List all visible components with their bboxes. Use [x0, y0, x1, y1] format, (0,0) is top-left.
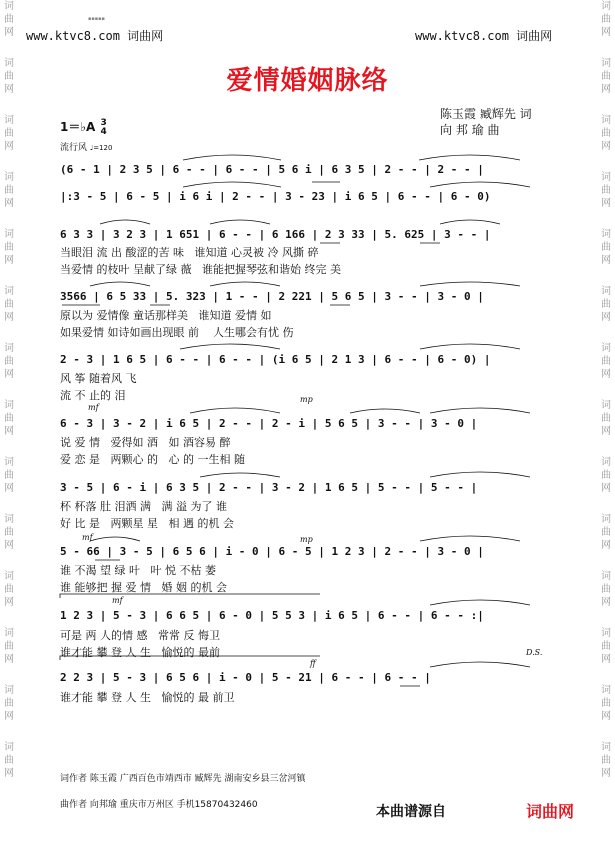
watermark-char: 网	[4, 483, 14, 494]
watermark-gap	[599, 723, 613, 741]
watermark-char: 词	[4, 685, 14, 696]
watermark-char: 曲	[601, 413, 611, 424]
lyricist-line: 陈玉霞 臧辉先 词	[440, 107, 532, 121]
footer-lyricist: 词作者 陈玉霞 广西百色市靖西市 臧辉先 湖南安乡县三岔河镇	[60, 774, 306, 784]
watermark-gap	[2, 780, 16, 798]
watermark-char: 网	[601, 597, 611, 608]
slur	[419, 155, 520, 160]
watermark-char: 网	[4, 597, 14, 608]
notation-row-5: 2 - 3 | 1 6 5 | 6 - - | 6 - - | (i 6 5 | 2 1 3 | 6 - - | 6 - 0) |	[60, 353, 491, 366]
watermark-gap	[2, 438, 16, 456]
watermark-char: 词	[601, 685, 611, 696]
notation-row-6: 6 - 3 | 3 - 2 | i 6 5 | 2 - - | 2 - i | 5 6 5 | 3 - - | 3 - 0 |	[60, 417, 478, 430]
ds-mark: D.S.	[526, 648, 543, 657]
watermark-char: 词	[4, 1, 14, 12]
slur	[430, 182, 530, 187]
lyric-row-10a: 谁才能 攀 登 人 生 愉悦的 最 前卫	[60, 691, 235, 704]
dynamic-ff: ff	[310, 659, 316, 668]
slur	[180, 344, 280, 349]
watermark-char: 网	[4, 711, 14, 722]
watermark-gap	[2, 210, 16, 228]
watermark-char: 曲	[601, 527, 611, 538]
lyric-row-4b: 如果爱情 如诗如画出现眼 前 人生哪会有忧 伤	[60, 326, 294, 339]
watermark-gap	[599, 552, 613, 570]
watermark-char: 曲	[601, 755, 611, 766]
watermark-char: 曲	[4, 584, 14, 595]
watermark-char: 曲	[601, 299, 611, 310]
watermark-gap	[2, 609, 16, 627]
slur	[210, 282, 280, 286]
watermark-char: 曲	[4, 299, 14, 310]
watermark-char: 词	[601, 229, 611, 240]
watermark-char: 词	[601, 172, 611, 183]
watermark-gap	[2, 324, 16, 342]
slur	[190, 408, 280, 413]
slur	[210, 220, 270, 224]
watermark-char: 网	[601, 198, 611, 209]
notation-row-3: 6 3 3 | 3 2 3 | 1 651 | 6 - - | 6 166 | 2 3 33 | 5. 625 | 3 - - |	[60, 228, 491, 241]
watermark-gap	[2, 666, 16, 684]
watermark-char: 网	[601, 540, 611, 551]
song-title: 爱情婚姻脉络	[226, 66, 389, 96]
lyric-row-8b: 谁 能够把 握 爱 情 婚 姻 的机 会	[60, 581, 227, 594]
watermark-char: 词	[4, 742, 14, 753]
dynamic-mf-2: mf	[82, 533, 93, 542]
slur	[430, 472, 530, 477]
watermark-gap	[599, 666, 613, 684]
watermark-char: 网	[4, 198, 14, 209]
watermark-gap	[2, 96, 16, 114]
tiny-logo: ▪▪▪▪▪	[88, 16, 105, 22]
slur	[430, 408, 530, 413]
slur	[430, 600, 530, 605]
slur	[350, 409, 420, 413]
watermark-char: 曲	[601, 356, 611, 367]
slur	[430, 662, 530, 667]
dynamic-mf: mf	[88, 403, 99, 412]
time-bottom: 4	[100, 126, 107, 137]
watermark-char: 网	[601, 483, 611, 494]
lyric-row-7b: 好 比 是 两颗星 星 相 遇 的机 会	[60, 517, 234, 530]
lyric-row-7a: 杯 杯落 肚 泪洒 满 满 溢 为了 谁	[60, 500, 227, 513]
watermark-char: 曲	[4, 356, 14, 367]
watermark-gap	[599, 210, 613, 228]
watermark-char: 网	[4, 426, 14, 437]
watermark-char: 曲	[4, 71, 14, 82]
watermark-char: 网	[4, 312, 14, 323]
watermark-char: 网	[601, 312, 611, 323]
slur	[90, 537, 140, 541]
watermark-char: 曲	[601, 641, 611, 652]
watermark-gap	[599, 381, 613, 399]
watermark-gap	[2, 552, 16, 570]
watermark-char: 词	[4, 115, 14, 126]
bracket	[60, 594, 320, 598]
watermark-gap	[599, 495, 613, 513]
watermark-char: 网	[601, 369, 611, 380]
slur	[183, 155, 281, 160]
watermark-char: 词	[601, 571, 611, 582]
slur	[200, 473, 280, 477]
watermark-left	[2, 0, 16, 850]
key: 1＝♭A	[60, 120, 96, 134]
watermark-char: 词	[4, 571, 14, 582]
watermark-gap	[2, 495, 16, 513]
site-logo[interactable]: 词曲网	[526, 802, 575, 821]
watermark-char: 网	[4, 369, 14, 380]
watermark-gap	[599, 267, 613, 285]
watermark-char: 词	[601, 742, 611, 753]
notation-row-9: 1 2 3 | 5 - 3 | 6 6 5 | 6 - 0 | 5 5 3 | i 6 5 | 6 - - | 6 - - :|	[60, 609, 484, 622]
dynamic-mp: mp	[300, 395, 313, 404]
watermark-char: 网	[601, 711, 611, 722]
lyric-row-4a: 原以为 爱情像 童话那样美 谁知道 爱情 如	[60, 309, 272, 322]
watermark-gap	[599, 609, 613, 627]
slur	[420, 536, 520, 541]
lyric-row-9b: 谁才能 攀 登 人 生 愉悦的 最前	[60, 646, 220, 659]
watermark-char: 词	[601, 514, 611, 525]
tempo: ♩=120	[89, 144, 113, 152]
watermark-char: 网	[4, 540, 14, 551]
watermark-char: 网	[4, 141, 14, 152]
watermark-char: 曲	[4, 527, 14, 538]
watermark-char: 词	[601, 115, 611, 126]
watermark-char: 词	[4, 172, 14, 183]
watermark-gap	[2, 153, 16, 171]
style-line	[60, 140, 112, 153]
watermark-char: 词	[4, 457, 14, 468]
watermark-char: 网	[4, 255, 14, 266]
watermark-char: 词	[601, 628, 611, 639]
watermark-char: 曲	[601, 185, 611, 196]
watermark-char: 曲	[4, 641, 14, 652]
lyric-row-8a: 谁 不渴 望 绿 叶 叶 悦 不枯 萎	[60, 564, 216, 577]
watermark-char: 网	[4, 654, 14, 665]
watermark-char: 网	[4, 84, 14, 95]
watermark-char: 曲	[601, 584, 611, 595]
watermark-char: 网	[601, 27, 611, 38]
watermark-char: 曲	[4, 128, 14, 139]
slur	[440, 220, 500, 224]
watermark-char: 曲	[4, 470, 14, 481]
slur	[100, 220, 150, 224]
slur	[183, 182, 281, 187]
watermark-char: 词	[4, 343, 14, 354]
watermark-gap	[2, 381, 16, 399]
notation-row-8: 5 - 66 | 3 - 5 | 6 5 6 | i - 0 | 6 - 5 | 1 2 3 | 2 - - | 3 - 0 |	[60, 545, 484, 558]
watermark-char: 曲	[4, 755, 14, 766]
site-watermark-left[interactable]: www.ktvc8.com 词曲网	[26, 29, 164, 43]
watermark-char: 曲	[4, 242, 14, 253]
watermark-gap	[599, 780, 613, 798]
site-watermark-right[interactable]: www.ktvc8.com 词曲网	[415, 29, 553, 43]
watermark-char: 网	[601, 654, 611, 665]
watermark-gap	[599, 153, 613, 171]
dynamic-mp-2: mp	[300, 535, 313, 544]
lyric-row-5b: 流 不 止的 泪	[60, 389, 126, 402]
watermark-char: 词	[4, 514, 14, 525]
watermark-gap	[2, 39, 16, 57]
watermark-char: 网	[4, 768, 14, 779]
watermark-char: 网	[4, 27, 14, 38]
watermark-char: 曲	[601, 470, 611, 481]
lyric-row-6a: 说 爱 情 爱得如 酒 如 酒容易 醉	[60, 436, 231, 449]
watermark-char: 网	[601, 426, 611, 437]
watermark-char: 曲	[601, 698, 611, 709]
watermark-char: 网	[601, 255, 611, 266]
watermark-char: 词	[4, 628, 14, 639]
lyric-row-3b: 当爱情 的枝叶 呈献了绿 薇 谁能把握琴弦和谐始 终完 美	[60, 263, 341, 276]
watermark-char: 曲	[601, 242, 611, 253]
watermark-char: 曲	[601, 71, 611, 82]
watermark-char: 词	[4, 286, 14, 297]
slur	[420, 344, 520, 349]
style: 流行风	[60, 143, 88, 153]
watermark-char: 词	[4, 229, 14, 240]
slur	[420, 282, 520, 286]
watermark-char: 词	[4, 58, 14, 69]
watermark-char: 词	[601, 58, 611, 69]
watermark-gap	[599, 438, 613, 456]
watermark-char: 曲	[4, 185, 14, 196]
footer-composer: 曲作者 向邦瑜 重庆市万州区 手机15870432460	[60, 800, 258, 810]
watermark-char: 词	[601, 1, 611, 12]
watermark-char: 词	[601, 400, 611, 411]
lyric-row-5a: 风 筝 随着风 飞	[60, 372, 137, 385]
watermark-char: 网	[601, 141, 611, 152]
notation-row-10: 2 2 3 | 5 - 3 | 6 5 6 | i - 0 | 5 - 21 | 6 - - | 6 - - |	[60, 671, 431, 684]
composer-line: 向 邦 瑜 曲	[440, 123, 500, 137]
time-top: 3	[100, 117, 107, 128]
time-signature	[101, 119, 107, 137]
watermark-char: 词	[4, 400, 14, 411]
watermark-char: 曲	[4, 14, 14, 25]
watermark-char: 曲	[601, 128, 611, 139]
watermark-char: 曲	[4, 413, 14, 424]
watermark-char: 词	[601, 457, 611, 468]
watermark-char: 词	[601, 286, 611, 297]
watermark-gap	[2, 267, 16, 285]
watermark-char: 词	[601, 343, 611, 354]
watermark-char: 网	[601, 84, 611, 95]
watermark-gap	[599, 39, 613, 57]
key-signature	[60, 118, 107, 137]
watermark-gap	[599, 96, 613, 114]
slur	[90, 282, 150, 286]
lyric-row-6b: 爱 恋 是 两颗心 的 心 的 一生相 随	[60, 453, 245, 466]
watermark-gap	[599, 324, 613, 342]
watermark-right	[599, 0, 613, 850]
source-text: 本曲谱源自	[376, 804, 446, 820]
notation-row-2: |:3 - 5 | 6 - 5 | i 6 i | 2 - - | 3 - 23 | i 6 5 | 6 - - | 6 - 0)	[60, 190, 491, 203]
notation-row-1: (6 - 1 | 2 3 5 | 6 - - | 6 - - | 5 6 i | 6 3 5 | 2 - - | 2 - - |	[60, 163, 484, 176]
watermark-char: 曲	[601, 14, 611, 25]
dynamic-mf-3: mf	[112, 596, 123, 605]
credits	[440, 106, 532, 138]
watermark-gap	[2, 723, 16, 741]
lyric-row-9a: 可是 两 人的情 感 常常 反 悔卫	[60, 629, 220, 642]
watermark-char: 曲	[4, 698, 14, 709]
notation-row-4: 3566 | 6 5 33 | 5. 323 | 1 - - | 2 221 | 5 6 5 | 3 - - | 3 - 0 |	[60, 290, 484, 303]
watermark-char: 网	[601, 768, 611, 779]
lyric-row-3a: 当眼泪 流 出 酸涩的苦 味 谁知道 心灵被 冷 风撕 碎	[60, 246, 319, 259]
notation-row-7: 3 - 5 | 6 - i | 6 3 5 | 2 - - | 3 - 2 | 1 6 5 | 5 - - | 5 - - |	[60, 481, 478, 494]
